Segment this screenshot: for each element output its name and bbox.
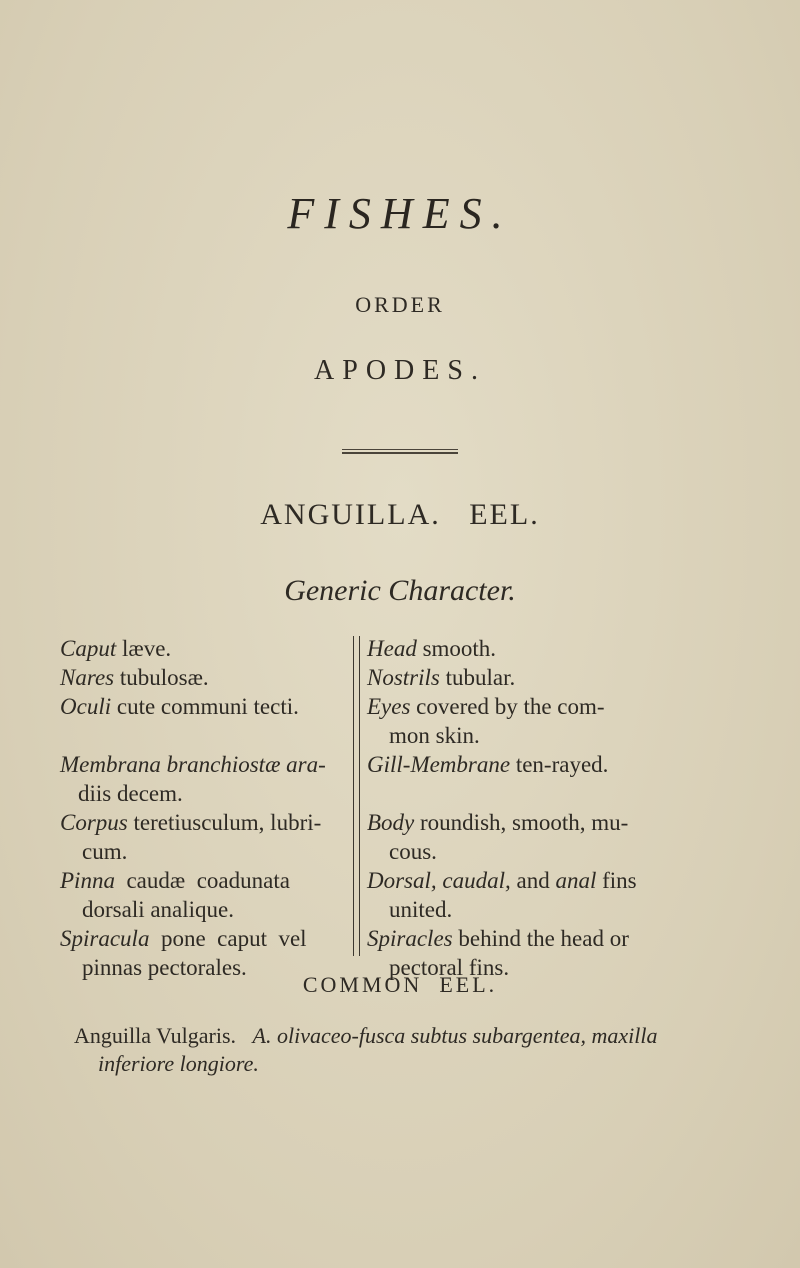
english-entry: Gill-Membrane ten-rayed. xyxy=(367,752,609,777)
divider-rule xyxy=(342,449,458,450)
latin-entry: Membrana branchiostæ ara- diis decem. xyxy=(60,752,326,806)
latin-entry: Oculi cute communi tecti. xyxy=(60,694,299,719)
page-title: FISHES. xyxy=(287,189,513,238)
common-name-heading: COMMON EEL. xyxy=(302,972,498,997)
latin-entry: Nares tubulosæ. xyxy=(60,665,209,690)
order-label: ORDER xyxy=(355,292,445,317)
divider-rule-thick xyxy=(342,452,458,454)
latin-entry: Caput læve. xyxy=(60,636,172,661)
english-entry: Eyes covered by the com- mon skin. xyxy=(367,694,605,748)
english-entry: Nostrils tubular. xyxy=(367,665,516,690)
species-description: A. olivaceo-fusca subtus subargentea, maxilla xyxy=(252,1023,658,1048)
genus-heading: ANGUILLA. EEL. xyxy=(260,498,540,531)
english-entry: Head smooth. xyxy=(367,636,497,661)
column-divider xyxy=(353,636,360,956)
latin-entry: Spiracula pone caput vel pinnas pectorales. xyxy=(60,926,307,980)
generic-heading: Generic Character. xyxy=(284,574,516,607)
order-name: APODES. xyxy=(314,355,486,386)
species-name: Anguilla Vulgaris. xyxy=(74,1023,237,1048)
latin-entry: Pinna caudæ coadunata dorsali analique. xyxy=(60,868,290,922)
species-description-cont: inferiore longiore. xyxy=(98,1051,259,1076)
latin-entry: Corpus teretiusculum, lubri- cum. xyxy=(60,810,322,864)
english-entry: Dorsal, caudal, and anal fins united. xyxy=(367,868,637,922)
english-entry: Body roundish, smooth, mu- cous. xyxy=(367,810,629,864)
english-entry: Spiracles behind the head or pectoral fins. xyxy=(367,926,629,980)
species-entry xyxy=(74,1022,774,1078)
